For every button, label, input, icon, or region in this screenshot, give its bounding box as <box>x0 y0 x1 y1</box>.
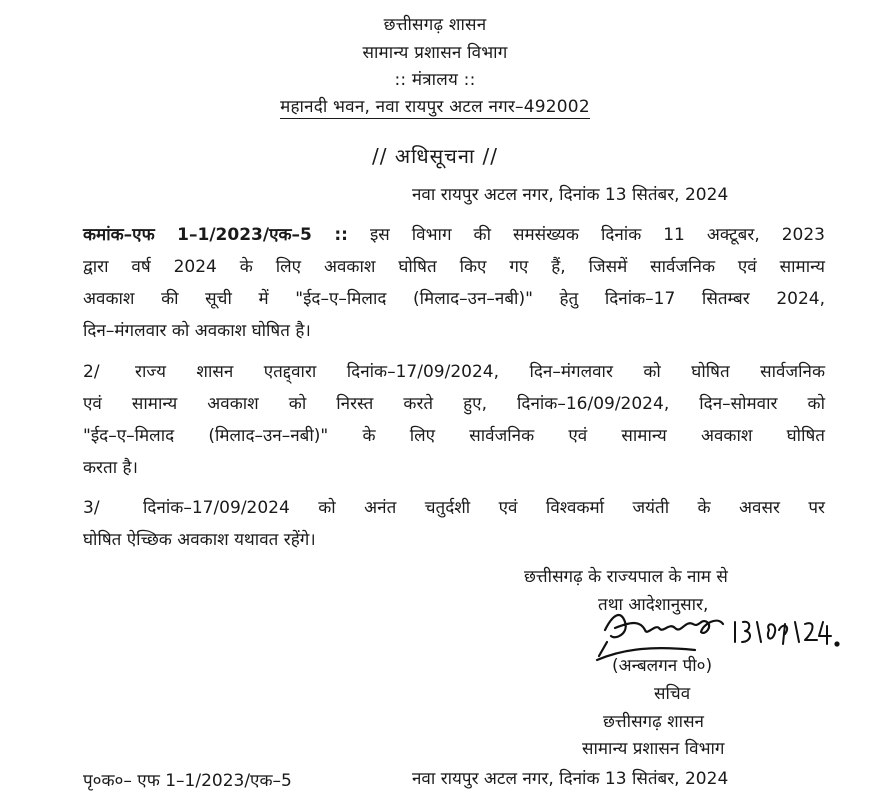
paragraph-3-line-1-text: दिनांक–17/09/2024 को अनंत चतुर्दशी एवं विश्वकर्मा जयंती के अवसर पर <box>143 498 825 518</box>
header-department: सामान्य प्रशासन विभाग <box>362 43 508 63</box>
signatory-org-1: छत्तीसगढ़ शासन <box>603 712 704 732</box>
endorsement-date-line: नवा रायपुर अटल नगर, दिनांक 13 सितंबर, 2024 <box>412 769 729 789</box>
paragraph-3 <box>83 492 825 556</box>
header-ministry: :: मंत्रालय :: <box>394 70 476 90</box>
paragraph-1-line-2: द्वारा वर्ष 2024 के लिए अवकाश घोषित किए गए हैं, जिसमें सार्वजनिक एवं सामान्य <box>83 257 825 277</box>
paragraph-2-number: 2/ <box>83 362 100 382</box>
paragraph-2 <box>83 356 825 484</box>
paragraph-1 <box>83 219 825 347</box>
signatory-org-2: सामान्य प्रशासन विभाग <box>582 739 725 759</box>
paragraph-1-line-4: दिन–मंगलवार को अवकाश घोषित है। <box>83 321 311 341</box>
paragraph-1-line-1 <box>83 219 825 251</box>
issue-date-line: नवा रायपुर अटल नगर, दिनांक 13 सितंबर, 2024 <box>412 185 729 205</box>
by-order-line-2: तथा आदेशानुसार, <box>598 595 709 615</box>
by-order-line-1: छत्तीसगढ़ के राज्यपाल के नाम से <box>524 567 728 587</box>
paragraph-2-line-1 <box>83 356 825 388</box>
signature-date <box>735 622 839 646</box>
paragraph-1-line-1-text: इस विभाग की समसंख्यक दिनांक 11 अक्टूबर, 2023 <box>369 225 825 245</box>
paragraph-2-line-2: एवं सामान्य अवकाश को निरस्त करते हुए, दिनांक–16/09/2024, दिन–सोमवार को <box>83 394 825 414</box>
paragraph-3-line-1 <box>83 492 825 524</box>
header-address <box>0 94 870 117</box>
signatory-name: (अन्बलगन पी०) <box>612 656 713 676</box>
paragraph-2-line-1-text: राज्य शासन एतद्द्वारा दिनांक–17/09/2024, दिन–मंगलवार को घोषित सार्वजनिक <box>135 362 825 382</box>
signature-stroke <box>605 615 723 637</box>
paragraph-1-line-3: अवकाश की सूची में "ईद–ए–मिलाद (मिलाद–उन–नबी)" हेतु दिनांक–17 सितम्बर 2024, <box>83 289 825 309</box>
paragraph-2-line-3: "ईद–ए–मिलाद (मिलाद–उन–नबी)" के लिए सार्वजनिक एवं सामान्य अवकाश घोषित <box>83 426 825 446</box>
paragraph-2-line-4: करता है। <box>83 458 138 478</box>
paragraph-3-number: 3/ <box>83 498 100 518</box>
endorsement-reference: पृ०क०– एफ 1–1/2023/एक–5 <box>83 771 292 791</box>
signatory-designation: सचिव <box>654 684 691 704</box>
order-reference: कमांक–एफ 1–1/2023/एक–5 :: <box>83 225 348 245</box>
document-title: // अधिसूचना // <box>372 144 498 168</box>
header-address-text: महानदी भवन, नवा रायपुर अटल नगर–492002 <box>280 97 590 117</box>
header-government: छत्तीसगढ़ शासन <box>383 15 487 35</box>
signature-hook <box>599 642 607 656</box>
paragraph-3-line-2: घोषित ऐच्छिक अवकाश यथावत रहेंगे। <box>83 530 316 550</box>
